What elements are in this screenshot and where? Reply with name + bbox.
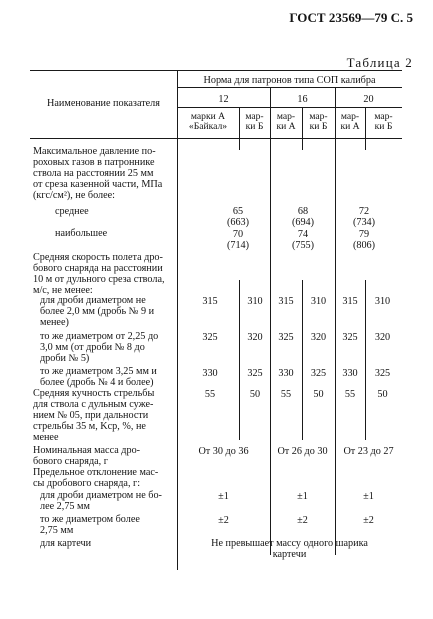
velocity-row-2-label: то же диаметром от 2,25 до 3,0 мм (от дроби № 8 до дроби № 5) xyxy=(40,331,159,364)
velocity-r2-12a: 325 xyxy=(202,332,218,343)
table-caption: Таблица 2 xyxy=(346,55,413,70)
pressure-avg-20: 72 (734) xyxy=(352,206,376,228)
caliber-header-rule xyxy=(177,107,402,108)
column-group-header: Норма для патронов типа СОП калибра xyxy=(203,75,376,86)
pressure-max-12: 70 (714) xyxy=(226,229,250,251)
accuracy-12b: 50 xyxy=(249,389,261,400)
accuracy-20a: 55 xyxy=(344,389,356,400)
accuracy-12a: 55 xyxy=(204,389,216,400)
velocity-r1-12a: 315 xyxy=(202,296,218,307)
brand-16b-header: мар- ки Б xyxy=(309,111,328,132)
pressure-average-label: среднее xyxy=(55,206,89,217)
velocity-parameter-label: Средняя скорость полета дро- бового снаряда на расстоянии 10 м от дульного среза ствола, м/с, не менее: xyxy=(33,252,165,296)
velocity-r2-16a: 325 xyxy=(278,332,294,343)
velocity-r3-12b: 325 xyxy=(247,368,263,379)
pressure-max-20: 79 (806) xyxy=(352,229,376,251)
pressure-avg-12: 65 (663) xyxy=(226,206,250,228)
brand-12b-header: мар- ки Б xyxy=(245,111,264,132)
caliber-20-header: 20 xyxy=(363,94,374,105)
tolerance-parameter-label: Предельное отклонение мас- сы дробового снаряда, г: xyxy=(33,467,159,489)
mass-16: От 26 до 30 xyxy=(277,446,328,457)
caliber-divider-12-16 xyxy=(270,87,271,555)
velocity-r1-20b: 310 xyxy=(374,296,391,307)
pressure-max-label: наибольшее xyxy=(55,228,108,239)
velocity-r3-16a: 330 xyxy=(278,368,294,379)
pressure-avg-16: 68 (694) xyxy=(291,206,315,228)
accuracy-16b: 50 xyxy=(313,389,324,400)
tolerance-r1-12: ±1 xyxy=(218,491,229,502)
column-header-parameter: Наименование показателя xyxy=(47,98,160,109)
caliber-16-header: 16 xyxy=(297,94,308,105)
table-top-rule xyxy=(30,70,402,71)
buckshot-tolerance-note: Не превышает массу одного шарика картечи xyxy=(211,538,368,560)
tolerance-row-2-label: то же диаметром более 2,75 мм xyxy=(40,514,140,536)
tolerance-r1-16: ±1 xyxy=(297,491,308,502)
accuracy-parameter-label: Средняя кучность стрельбы для ствола с дульным суже- нием № 05, при дальности стрельбы 35 м, Kср, %, не менее xyxy=(33,388,155,443)
caliber-divider-16-20 xyxy=(335,87,336,555)
velocity-r1-16b: 310 xyxy=(310,296,327,307)
mass-12: От 30 до 36 xyxy=(198,446,249,457)
velocity-row-3-label: то же диаметром 3,25 мм и более (дробь № 4 и более) xyxy=(40,366,157,388)
group-header-rule xyxy=(177,87,402,88)
caliber-12-header: 12 xyxy=(218,94,229,105)
page-header-title: ГОСТ 23569—79 С. 5 xyxy=(289,10,413,25)
brand-16a-header: мар- ки А xyxy=(276,111,296,132)
mass-20: От 23 до 27 xyxy=(343,446,394,457)
velocity-r1-16a: 315 xyxy=(278,296,294,307)
velocity-r3-20b: 325 xyxy=(374,368,391,379)
pressure-parameter-label: Максимальное давление по- роховых газов в патроннике ствола на расстоянии 25 мм от среза казенной части, МПа (кгс/см²), не более: xyxy=(33,146,163,201)
mass-parameter-label: Номинальная масса дро- бового снаряда, г xyxy=(33,445,141,467)
accuracy-20b: 50 xyxy=(377,389,388,400)
tolerance-row-1-label: для дроби диаметром не бо- лее 2,75 мм xyxy=(40,490,162,512)
brand-20b-header: мар- ки Б xyxy=(374,111,393,132)
velocity-r2-12b: 320 xyxy=(247,332,263,343)
tolerance-r2-12: ±2 xyxy=(218,515,229,526)
velocity-r3-20a: 330 xyxy=(342,368,358,379)
velocity-r3-16b: 325 xyxy=(310,368,327,379)
velocity-row-1-label: для дроби диаметром не более 2,0 мм (дробь № 9 и менее) xyxy=(40,295,155,328)
pressure-max-16: 74 (755) xyxy=(291,229,315,251)
accuracy-16a: 55 xyxy=(280,389,292,400)
velocity-r3-12a: 330 xyxy=(202,368,218,379)
brand-12a-header: марки А «Байкал» xyxy=(188,111,228,132)
velocity-r2-20a: 325 xyxy=(342,332,358,343)
velocity-r2-16b: 320 xyxy=(310,332,327,343)
brand-20a-header: мар- ки А xyxy=(340,111,360,132)
tolerance-r2-16: ±2 xyxy=(297,515,308,526)
header-bottom-rule xyxy=(30,138,402,139)
tolerance-r1-20: ±1 xyxy=(363,491,374,502)
velocity-r1-12b: 310 xyxy=(247,296,263,307)
velocity-r2-20b: 320 xyxy=(374,332,391,343)
tolerance-r2-20: ±2 xyxy=(363,515,374,526)
tolerance-row-3-label: для картечи xyxy=(40,538,92,549)
velocity-r1-20a: 315 xyxy=(342,296,358,307)
